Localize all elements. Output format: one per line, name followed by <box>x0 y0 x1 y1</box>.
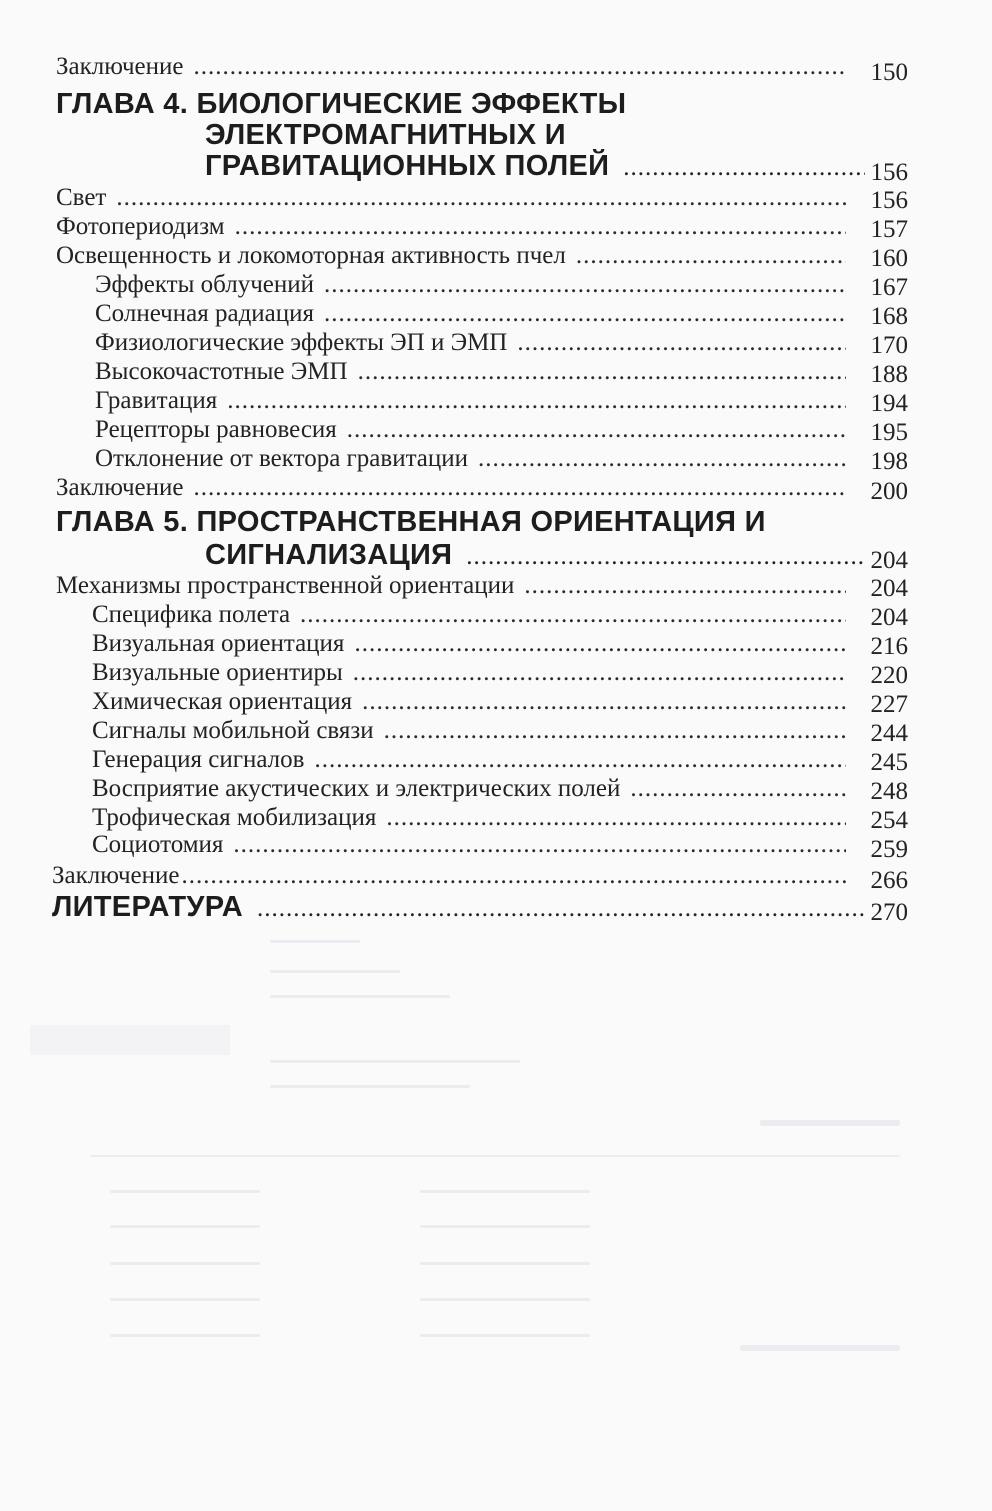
toc-page-number: 168 <box>870 303 908 330</box>
toc-page-number: 195 <box>870 419 908 446</box>
toc-subentry[interactable] <box>92 687 908 716</box>
toc-page-number: 204 <box>870 604 908 631</box>
toc-subentry[interactable] <box>92 745 908 774</box>
bleed-through-line <box>420 1298 590 1301</box>
toc-page-number: 259 <box>870 836 908 863</box>
toc-entry-label: Заключение <box>56 53 184 80</box>
bleed-through-line <box>110 1190 260 1193</box>
toc-subentry[interactable] <box>95 386 908 415</box>
toc-subentry[interactable] <box>92 600 908 629</box>
dot-leader <box>347 415 846 444</box>
bleed-through-line <box>270 1085 470 1088</box>
toc-subentry[interactable] <box>92 658 908 687</box>
dot-leader <box>630 774 846 803</box>
toc-subentry[interactable] <box>92 774 908 803</box>
bleed-through-line <box>110 1298 260 1301</box>
bleed-through-line <box>420 1225 590 1228</box>
toc-entry-label: Генерация сигналов <box>92 746 305 773</box>
dot-leader <box>466 543 864 571</box>
chapter-5-title-line-2[interactable] <box>205 539 908 572</box>
toc-page-number: 157 <box>870 216 908 243</box>
bleed-through-line <box>420 1334 590 1337</box>
toc-entry[interactable] <box>56 571 908 600</box>
dot-leader <box>623 154 864 182</box>
toc-subentry[interactable] <box>95 328 908 357</box>
dot-leader <box>517 328 846 357</box>
toc-entry[interactable] <box>56 241 908 270</box>
bleed-through-line <box>760 1120 900 1126</box>
dot-leader <box>386 803 846 832</box>
toc-entry-label: Рецепторы равновесия <box>95 416 337 443</box>
dot-leader <box>314 745 846 774</box>
dot-leader <box>358 357 846 386</box>
bleed-through-line <box>270 970 400 973</box>
chapter-4-title-line-1[interactable]: ГЛАВА 4. БИОЛОГИЧЕСКИЕ ЭФФЕКТЫ <box>56 88 627 120</box>
dot-leader <box>478 444 846 473</box>
bleed-through-rule <box>90 1155 900 1157</box>
dot-leader <box>324 299 846 328</box>
toc-page-number: 220 <box>870 662 908 689</box>
chapter-4-title-line-3[interactable] <box>205 150 908 186</box>
chapter-4-title-text: ГРАВИТАЦИОННЫХ ПОЛЕЙ <box>205 150 610 182</box>
toc-page-number: 150 <box>870 59 908 86</box>
toc-page-number: 254 <box>870 807 908 834</box>
toc-entry-label: Отклонение от вектора гравитации <box>95 445 469 472</box>
dot-leader <box>354 629 846 658</box>
toc-entry[interactable] <box>56 183 908 212</box>
toc-page-number: 266 <box>870 867 908 894</box>
bleed-through-line <box>740 1345 900 1351</box>
bleed-through-line <box>270 1060 520 1063</box>
toc-entry[interactable] <box>52 861 908 894</box>
toc-page-number: 170 <box>870 332 908 359</box>
bleed-through-line <box>270 995 450 998</box>
toc-entry-label: Освещенность и локомоторная активность пчел <box>56 242 566 269</box>
toc-page-number: 204 <box>870 575 908 602</box>
toc-entry-label: Сигналы мобильной связи <box>92 717 374 744</box>
toc-page-number: 194 <box>870 390 908 417</box>
dot-leader <box>362 687 846 716</box>
toc-entry[interactable] <box>56 473 908 505</box>
toc-entry-label: Химическая ориентация <box>92 688 353 715</box>
toc-entry-label: Социотомия <box>92 831 224 858</box>
dot-leader <box>116 183 846 212</box>
toc-entry-label: Гравитация <box>95 387 218 414</box>
toc-page-number: 160 <box>870 245 908 272</box>
toc-page-number: 188 <box>870 361 908 388</box>
toc-entry-label: Механизмы пространственной ориентации <box>56 572 515 599</box>
toc-subentry[interactable] <box>95 415 908 444</box>
toc-entry-label: Солнечная радиация <box>95 300 315 327</box>
dot-leader <box>324 270 846 299</box>
dot-leader <box>227 386 846 415</box>
dot-leader <box>194 52 847 81</box>
bleed-through-line <box>420 1190 590 1193</box>
toc-entry-label: Высокочастотные ЭМП <box>95 358 348 385</box>
chapter-5-title-line-1[interactable]: ГЛАВА 5. ПРОСТРАНСТВЕННАЯ ОРИЕНТАЦИЯ И <box>56 506 766 538</box>
dot-leader <box>257 895 864 923</box>
toc-entry[interactable] <box>56 212 908 241</box>
dot-leader <box>233 830 846 859</box>
toc-subentry[interactable] <box>92 629 908 658</box>
toc-page-number: 167 <box>870 274 908 301</box>
bleed-through-line <box>420 1262 590 1265</box>
toc-entry-label: Трофическая мобилизация <box>92 804 377 831</box>
toc-subentry[interactable] <box>95 299 908 328</box>
dot-leader <box>182 861 847 890</box>
toc-entry-label: Визуальные ориентиры <box>92 659 343 686</box>
toc-subentry[interactable] <box>92 830 908 863</box>
bleed-through-line <box>110 1262 260 1265</box>
dot-leader <box>235 212 846 241</box>
bleed-through-line <box>110 1225 260 1228</box>
dot-leader <box>576 241 846 270</box>
toc-entry-label: Фотопериодизм <box>56 213 225 240</box>
toc-page-number: 244 <box>870 720 908 747</box>
toc-page-number: 248 <box>870 778 908 805</box>
toc-entry-label: Эффекты облучений <box>95 271 315 298</box>
toc-subentry[interactable] <box>95 357 908 386</box>
dot-leader <box>524 571 846 600</box>
toc-subentry[interactable] <box>92 803 908 832</box>
toc-page-number: 200 <box>870 478 908 505</box>
toc-entry-label: Восприятие акустических и электрических полей <box>92 775 621 802</box>
toc-page-number: 198 <box>870 448 908 475</box>
dot-leader <box>300 600 846 629</box>
toc-entry-label: Заключение <box>52 862 180 889</box>
dot-leader <box>384 716 846 745</box>
toc-subentry[interactable] <box>95 270 908 299</box>
toc-page-number: 245 <box>870 749 908 776</box>
toc-entry-label: Физиологические эффекты ЭП и ЭМП <box>95 329 508 356</box>
toc-page-number: 156 <box>870 187 908 214</box>
toc-page-number: 216 <box>870 633 908 660</box>
toc-entry[interactable] <box>56 52 908 86</box>
toc-page-number: 204 <box>870 547 908 574</box>
literature-label: ЛИТЕРАТУРА <box>52 891 244 923</box>
toc-page-number: 227 <box>870 691 908 718</box>
toc-entry-label: Визуальная ориентация <box>92 630 345 657</box>
chapter-4-title-line-2[interactable]: ЭЛЕКТРОМАГНИТНЫХ И <box>205 119 566 151</box>
toc-page-number: 270 <box>870 899 908 926</box>
toc-entry-label: Заключение <box>56 474 184 501</box>
dot-leader <box>194 473 847 502</box>
bleed-through-block <box>30 1025 230 1055</box>
toc-literature[interactable] <box>52 891 908 924</box>
toc-entry-label: Специфика полета <box>92 601 291 628</box>
dot-leader <box>353 658 846 687</box>
toc-subentry[interactable] <box>95 444 908 473</box>
toc-page-number: 156 <box>870 159 908 186</box>
bleed-through-line <box>110 1334 260 1337</box>
bleed-through-line <box>270 940 360 943</box>
chapter-5-title-text: СИГНАЛИЗАЦИЯ <box>205 539 453 571</box>
toc-subentry[interactable] <box>92 716 908 745</box>
toc-entry-label: Свет <box>56 184 107 211</box>
